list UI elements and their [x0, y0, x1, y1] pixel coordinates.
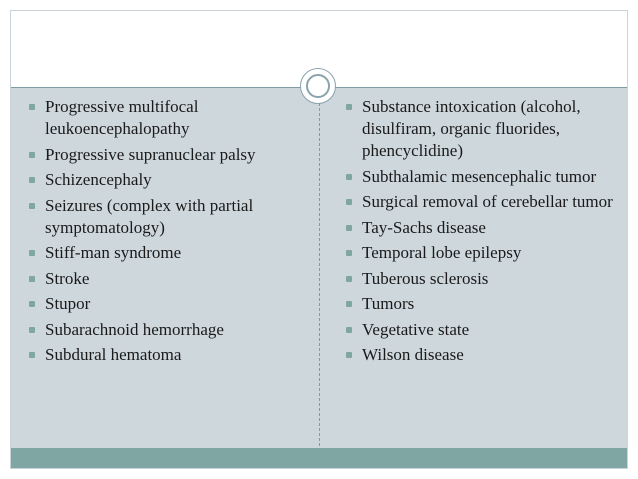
- bullet-icon: [29, 276, 35, 282]
- list-item: [344, 293, 614, 315]
- list-item: [27, 195, 307, 239]
- left-bullet-list: [27, 96, 307, 370]
- list-item-text: Subarachnoid hemorrhage: [45, 319, 224, 339]
- bullet-icon: [29, 203, 35, 209]
- footer-bar: [11, 448, 627, 468]
- list-item: [344, 242, 614, 264]
- list-item: [344, 191, 614, 213]
- list-item: [27, 344, 307, 366]
- list-item-text: Tumors: [362, 294, 415, 313]
- bullet-icon: [346, 327, 352, 333]
- list-item-text: Temporal lobe epilepsy: [362, 243, 522, 262]
- right-bullet-list: [344, 96, 614, 370]
- list-item-text: Vegetative state: [362, 319, 470, 339]
- list-item: [344, 166, 614, 188]
- list-item: [344, 344, 614, 366]
- list-item: [27, 169, 307, 191]
- bullet-icon: [29, 352, 35, 358]
- list-item: [344, 96, 614, 162]
- list-item: [27, 268, 307, 290]
- list-item: [344, 217, 614, 239]
- list-item-text: Subthalamic mesencephalic tumor: [362, 166, 597, 186]
- list-item: [27, 293, 307, 315]
- list-item: [27, 242, 307, 264]
- column-separator: [319, 98, 320, 446]
- bullet-icon: [29, 177, 35, 183]
- list-item-text: Wilson disease: [362, 345, 464, 364]
- list-item-text: Stiff-man syndrome: [45, 243, 182, 262]
- bullet-icon: [346, 250, 352, 256]
- list-item-text: Progressive supranuclear palsy: [45, 144, 256, 164]
- bullet-icon: [29, 104, 35, 110]
- bullet-icon: [29, 301, 35, 307]
- list-item-text: Substance intoxication (alcohol, disulfiram, organic fluorides, phencyclidine): [362, 97, 581, 160]
- list-item: [344, 268, 614, 290]
- list-item-text: Tuberous sclerosis: [362, 268, 489, 288]
- bullet-icon: [29, 250, 35, 256]
- list-item-text: Seizures (complex with partial symptomatology): [45, 195, 254, 237]
- bullet-icon: [346, 225, 352, 231]
- list-item-text: Stroke: [45, 268, 90, 288]
- list-item: [27, 144, 307, 166]
- bullet-icon: [346, 352, 352, 358]
- bullet-icon: [346, 276, 352, 282]
- list-item-text: Subdural hematoma: [45, 345, 182, 364]
- list-item-text: Surgical removal of cerebellar tumor: [362, 192, 613, 211]
- circle-ornament-inner: [306, 74, 330, 98]
- list-item-text: Schizencephaly: [45, 170, 152, 189]
- bullet-icon: [29, 152, 35, 158]
- list-item-text: Stupor: [45, 294, 91, 313]
- bullet-icon: [346, 199, 352, 205]
- list-item-text: Tay-Sachs disease: [362, 217, 486, 237]
- bullet-icon: [346, 301, 352, 307]
- bullet-icon: [346, 174, 352, 180]
- list-item: [27, 319, 307, 341]
- bullet-icon: [29, 327, 35, 333]
- bullet-icon: [346, 104, 352, 110]
- list-item: [344, 319, 614, 341]
- list-item-text: Progressive multifocal leukoencephalopathy: [45, 97, 199, 138]
- list-item: [27, 96, 307, 140]
